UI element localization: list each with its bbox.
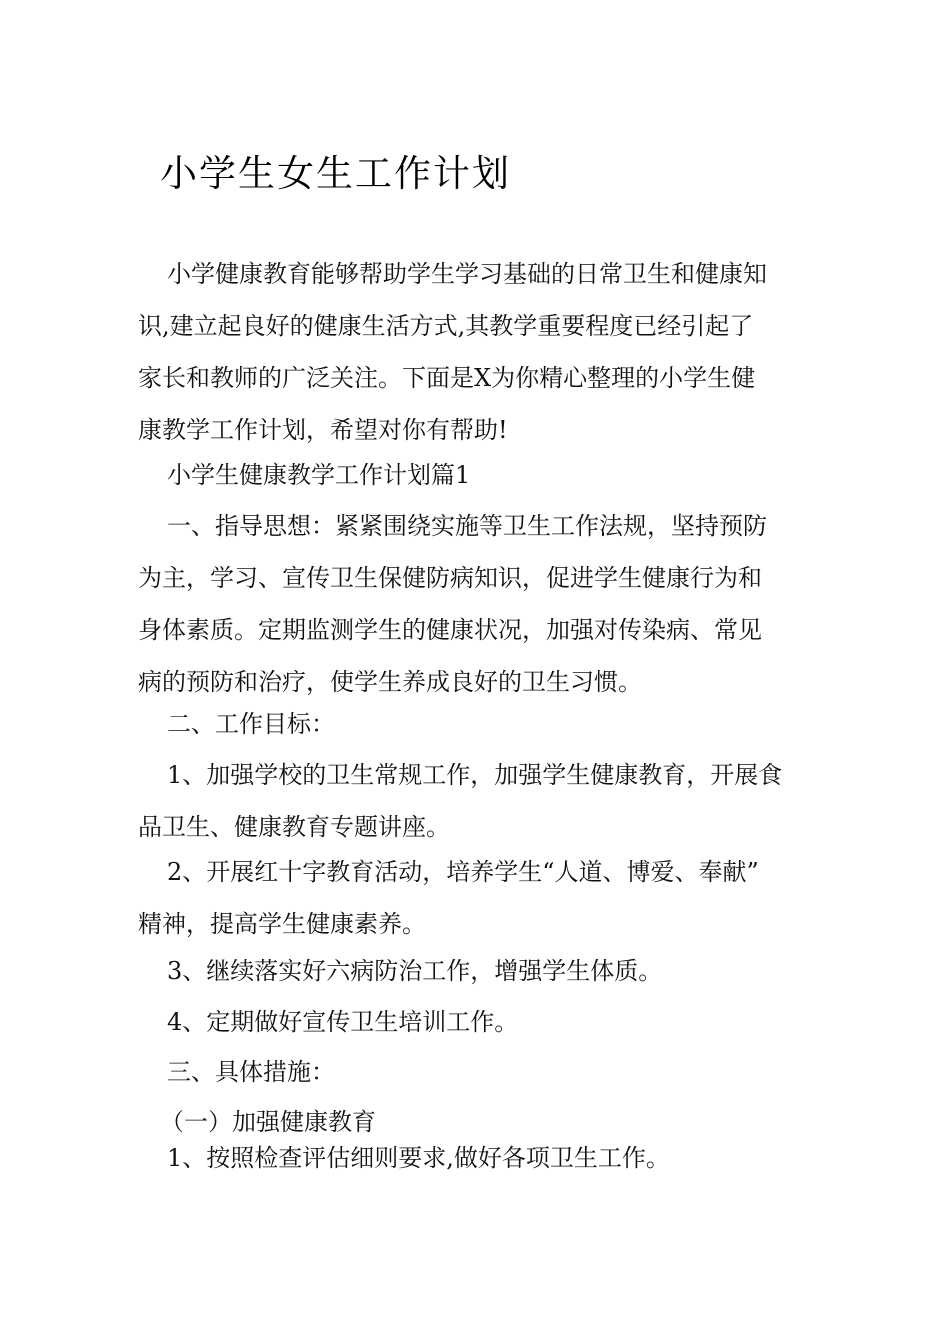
health-education-subheading — [138, 1102, 811, 1142]
goal-item-2 — [138, 846, 818, 950]
section-heading — [138, 449, 818, 501]
intro-paragraph — [138, 248, 818, 456]
section-heading-text: 小学生健康教学工作计划篇1 — [167, 461, 471, 489]
paragraph-line: 精神，提高学生健康素养。 — [138, 910, 426, 938]
paragraph-line: （一）加强健康教育 — [160, 1108, 376, 1136]
paragraph-line: 病的预防和治疗，使学生养成良好的卫生习惯。 — [138, 668, 642, 696]
paragraph-line: 小学健康教育能够帮助学生学习基础的日常卫生和健康知 — [167, 260, 767, 288]
paragraph-line: 品卫生、健康教育专题讲座。 — [138, 813, 450, 841]
work-goals-heading — [138, 698, 818, 750]
guiding-ideology-paragraph — [138, 500, 818, 708]
paragraph-line: 为主，学习、宣传卫生保健防病知识，促进学生健康行为和 — [138, 564, 762, 592]
document-title: 小学生女生工作计划 — [160, 152, 511, 195]
paragraph-line: 康教学工作计划，希望对你有帮助! — [138, 416, 508, 444]
paragraph-line: 三、具体措施： — [167, 1058, 335, 1086]
paragraph-line: 一、指导思想：紧紧围绕实施等卫生工作法规，坚持预防 — [167, 512, 767, 540]
paragraph-line: 1、加强学校的卫生常规工作，加强学生健康教育，开展食 — [167, 761, 783, 789]
paragraph-line: 3、继续落实好六病防治工作，增强学生体质。 — [167, 957, 663, 985]
paragraph-line: 2、开展红十字教育活动，培养学生“人道、博爱、奉献” — [167, 858, 759, 886]
paragraph-line: 识,建立起良好的健康生活方式,其教学重要程度已经引起了 — [138, 312, 754, 340]
measure-item-1 — [138, 1138, 818, 1178]
paragraph-line: 身体素质。定期监测学生的健康状况，加强对传染病、常见 — [138, 616, 762, 644]
goal-item-3 — [138, 945, 818, 997]
paragraph-line: 二、工作目标： — [167, 710, 335, 738]
goal-item-4 — [138, 996, 818, 1048]
paragraph-line: 4、定期做好宣传卫生培训工作。 — [167, 1008, 519, 1036]
goal-item-1 — [138, 749, 818, 853]
paragraph-line: 1、按照检查评估细则要求,做好各项卫生工作。 — [167, 1144, 670, 1172]
paragraph-line: 家长和教师的广泛关注。下面是X为你精心整理的小学生健 — [138, 364, 756, 392]
measures-heading — [138, 1046, 818, 1098]
